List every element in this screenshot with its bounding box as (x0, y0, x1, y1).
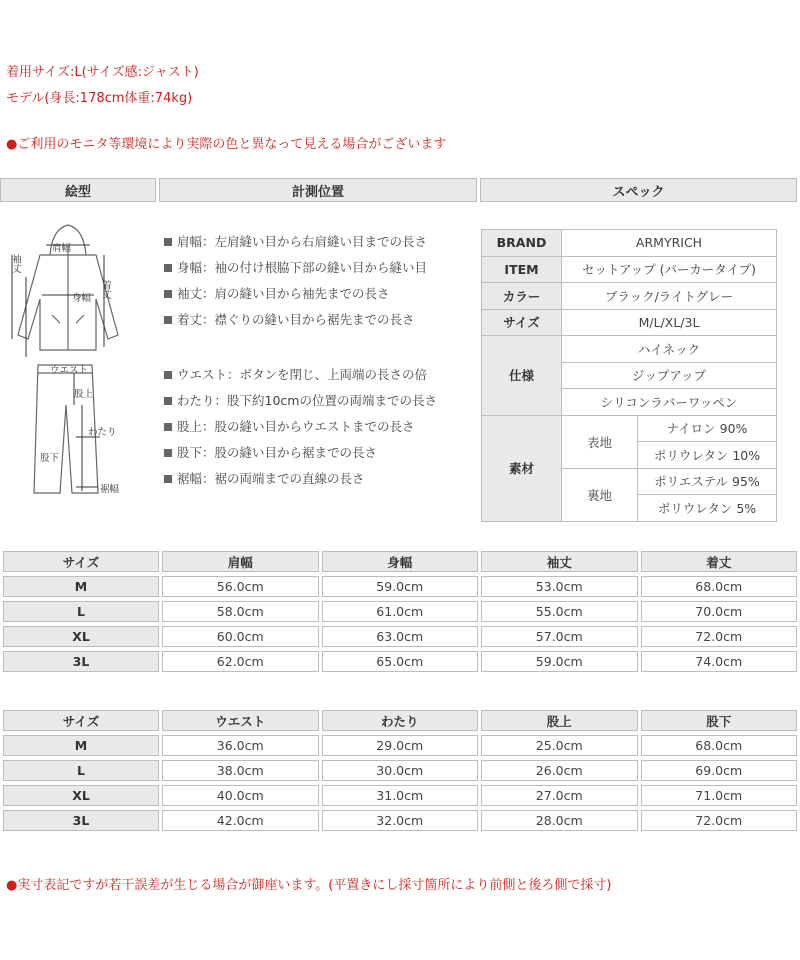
spec-feature: ジップアップ (562, 362, 777, 389)
table-row (3, 735, 797, 756)
spec-lining-value: ポリエステル 95% (638, 468, 777, 495)
table-row (3, 601, 797, 622)
value-cell: 70.0cm (641, 601, 798, 622)
table-row (3, 785, 797, 806)
table-header-row (3, 551, 797, 572)
sketch-label-length: 着丈 (100, 280, 111, 299)
spec-item-label: ITEM (482, 256, 562, 283)
garment-sketch (0, 215, 160, 500)
value-cell: 61.0cm (322, 601, 479, 622)
sketch-label-shoulder: 肩幅 (52, 243, 72, 254)
table-row (3, 760, 797, 781)
table-header: わたり (322, 710, 479, 731)
value-cell: 26.0cm (481, 760, 638, 781)
top-size-table (0, 547, 800, 676)
size-cell: L (3, 601, 159, 622)
spec-table (481, 229, 777, 522)
value-cell: 30.0cm (322, 760, 479, 781)
spec-outer-label: 表地 (562, 415, 638, 468)
value-cell: 56.0cm (162, 576, 319, 597)
header-measurement: 計測位置 (159, 178, 477, 202)
spec-color-label: カラー (482, 283, 562, 310)
sketch-label-body: 身幅 (72, 293, 92, 304)
measurement-item: 股上：股の縫い目からウエストまでの長さ (164, 414, 476, 440)
value-cell: 55.0cm (481, 601, 638, 622)
value-cell: 31.0cm (322, 785, 479, 806)
value-cell: 68.0cm (641, 576, 798, 597)
spec-size-label: サイズ (482, 309, 562, 336)
value-cell: 63.0cm (322, 626, 479, 647)
value-cell: 36.0cm (162, 735, 319, 756)
size-cell: M (3, 576, 159, 597)
value-cell: 53.0cm (481, 576, 638, 597)
size-cell: M (3, 735, 159, 756)
value-cell: 57.0cm (481, 626, 638, 647)
value-cell: 65.0cm (322, 651, 479, 672)
model-size-info: 着用サイズ:L(サイズ感:ジャスト) (6, 65, 199, 80)
table-header: 股上 (481, 710, 638, 731)
spec-outer-value: ポリウレタン 10% (638, 442, 777, 469)
table-header: 着丈 (641, 551, 798, 572)
sketch-label-hem: 裾幅 (100, 484, 120, 495)
table-header: 股下 (641, 710, 798, 731)
size-cell: XL (3, 626, 159, 647)
value-cell: 27.0cm (481, 785, 638, 806)
value-cell: 71.0cm (641, 785, 798, 806)
table-header: 袖丈 (481, 551, 638, 572)
spec-item-value: セットアップ (パーカータイプ) (562, 256, 777, 283)
sketch-label-thigh: わたり (88, 427, 117, 438)
spec-feature: ハイネック (562, 336, 777, 363)
table-header: サイズ (3, 551, 159, 572)
header-sketch: 絵型 (0, 178, 156, 202)
measurement-item: 股下：股の縫い目から裾までの長さ (164, 440, 476, 466)
value-cell: 29.0cm (322, 735, 479, 756)
spec-material-label: 素材 (482, 415, 562, 521)
spec-feature-label: 仕様 (482, 336, 562, 416)
sketch-label-sleeve: 袖丈 (10, 254, 21, 273)
value-cell: 40.0cm (162, 785, 319, 806)
measurement-item: わたり：股下約10cmの位置の両端までの長さ (164, 388, 476, 414)
table-row (3, 810, 797, 831)
spec-lining-value: ポリウレタン 5% (638, 495, 777, 522)
header-spec: スペック (480, 178, 797, 202)
value-cell: 58.0cm (162, 601, 319, 622)
spec-size-value: M/L/XL/3L (562, 309, 777, 336)
sketch-label-waist: ウエスト (50, 365, 89, 376)
value-cell: 68.0cm (641, 735, 798, 756)
measurement-item: 裾幅：裾の両端までの直線の長さ (164, 466, 476, 492)
value-cell: 32.0cm (322, 810, 479, 831)
table-header: 身幅 (322, 551, 479, 572)
size-cell: 3L (3, 651, 159, 672)
spec-feature: シリコンラバーワッペン (562, 389, 777, 416)
table-header: ウエスト (162, 710, 319, 731)
section-header (0, 178, 800, 202)
table-header-row (3, 710, 797, 731)
measurement-item: ウエスト：ボタンを閉じ、上両端の長さの倍 (164, 362, 476, 388)
table-row (3, 576, 797, 597)
size-cell: 3L (3, 810, 159, 831)
spec-lining-label: 裏地 (562, 468, 638, 521)
measurement-item: 肩幅：左肩縫い目から右肩縫い目までの長さ (164, 229, 476, 255)
value-cell: 72.0cm (641, 810, 798, 831)
value-cell: 28.0cm (481, 810, 638, 831)
value-cell: 42.0cm (162, 810, 319, 831)
size-cell: XL (3, 785, 159, 806)
measurement-list-bottom (164, 362, 476, 492)
value-cell: 69.0cm (641, 760, 798, 781)
color-notice: ●ご利用のモニタ等環境により実際の色と異なって見える場合がございます (6, 137, 447, 152)
measurement-list-top (164, 229, 476, 333)
spec-outer-value: ナイロン 90% (638, 415, 777, 442)
value-cell: 59.0cm (481, 651, 638, 672)
spec-brand-label: BRAND (482, 230, 562, 257)
measurement-item: 身幅：袖の付け根脇下部の縫い目から縫い目 (164, 255, 476, 281)
sketch-label-inseam: 股下 (40, 453, 60, 464)
spec-brand-value: ARMYRICH (562, 230, 777, 257)
value-cell: 60.0cm (162, 626, 319, 647)
value-cell: 74.0cm (641, 651, 798, 672)
size-cell: L (3, 760, 159, 781)
value-cell: 38.0cm (162, 760, 319, 781)
table-header: 肩幅 (162, 551, 319, 572)
table-row (3, 626, 797, 647)
value-cell: 72.0cm (641, 626, 798, 647)
model-body-info: モデル(身長:178cm体重:74kg) (6, 91, 193, 106)
value-cell: 62.0cm (162, 651, 319, 672)
table-header: サイズ (3, 710, 159, 731)
table-row (3, 651, 797, 672)
value-cell: 25.0cm (481, 735, 638, 756)
sketch-label-rise: 股上 (74, 389, 94, 400)
measurement-item: 袖丈：肩の縫い目から袖先までの長さ (164, 281, 476, 307)
spec-color-value: ブラック/ライトグレー (562, 283, 777, 310)
bottom-size-table (0, 706, 800, 835)
measurement-notice: ●実寸表記ですが若干誤差が生じる場合が御座います。(平置きにし採寸箇所により前側と後ろ側で採寸) (6, 878, 612, 893)
value-cell: 59.0cm (322, 576, 479, 597)
measurement-item: 着丈：襟ぐりの縫い目から裾先までの長さ (164, 307, 476, 333)
